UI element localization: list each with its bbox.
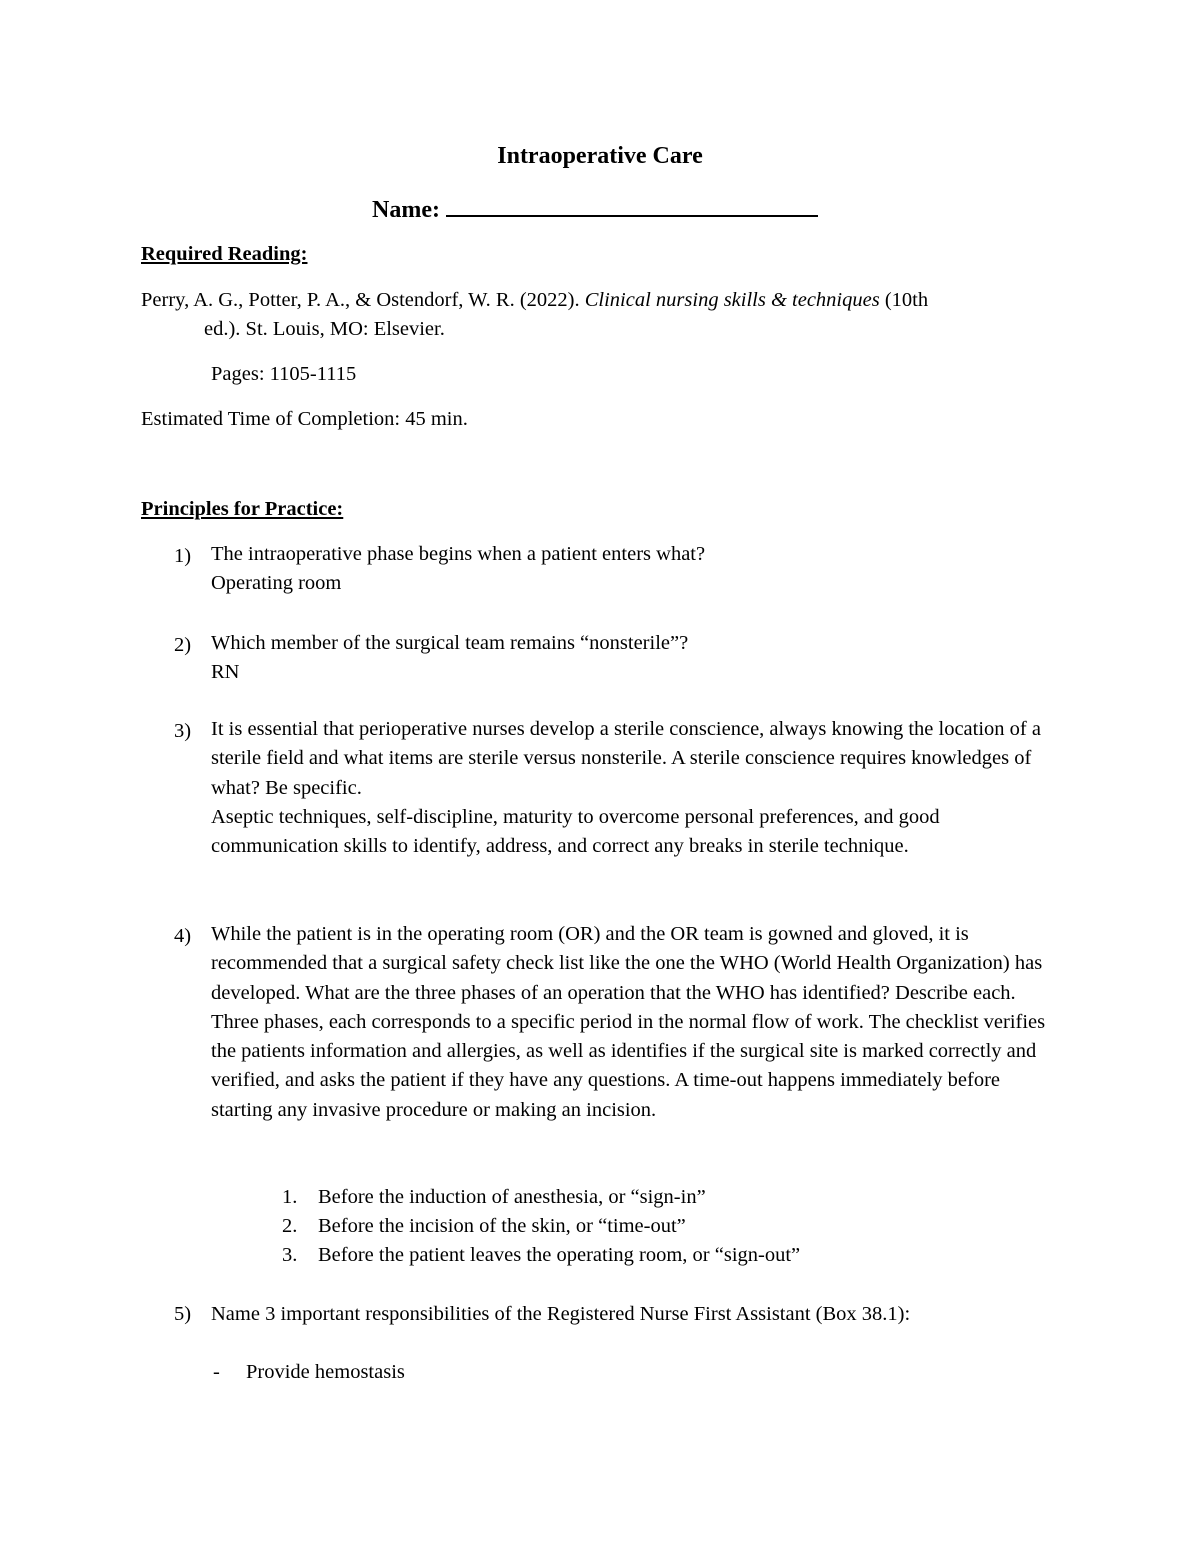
question-number: 3) bbox=[174, 720, 192, 742]
phase-number: 1. bbox=[282, 1186, 298, 1208]
citation-edition: (10th bbox=[879, 289, 929, 311]
bullet-marker: - bbox=[213, 1361, 220, 1383]
citation-line-1 bbox=[141, 289, 928, 312]
question-text: It is essential that perioperative nurses develop a sterile conscience, always knowing the location of a sterile field and what items are sterile versus nonsterile. A sterile conscience requires knowledges of what? Be specific. bbox=[211, 718, 1041, 799]
name-label: Name: bbox=[372, 197, 440, 223]
question-number: 2) bbox=[174, 634, 192, 656]
question-4 bbox=[211, 920, 1063, 1125]
question-number: 4) bbox=[174, 925, 192, 947]
answer-text: Aseptic techniques, self-discipline, maturity to overcome personal preferences, and good communication skills to identify, address, and correct any breaks in sterile technique. bbox=[211, 805, 940, 858]
name-blank-line[interactable] bbox=[446, 193, 818, 217]
phase-text: Before the induction of anesthesia, or “sign-in” bbox=[318, 1186, 706, 1208]
citation-book-title: Clinical nursing skills & techniques bbox=[584, 289, 880, 311]
name-field-row bbox=[372, 193, 818, 224]
phase-text: Before the incision of the skin, or “time-out” bbox=[318, 1215, 686, 1237]
question-text: Which member of the surgical team remains “nonsterile”? bbox=[211, 632, 689, 654]
question-text: While the patient is in the operating room (OR) and the OR team is gowned and gloved, it is recommended that a surgical safety check list like the one the WHO (World Health Organization) has developed. What are the three phases of an operation that the WHO has identified? Describe each. bbox=[211, 923, 1043, 1004]
pages-text: Pages: 1105-1115 bbox=[211, 363, 357, 385]
question-3 bbox=[211, 715, 1061, 861]
question-text: The intraoperative phase begins when a patient enters what? bbox=[211, 543, 706, 565]
question-2 bbox=[211, 629, 1091, 688]
citation-line-2: ed.). St. Louis, MO: Elsevier. bbox=[204, 318, 445, 340]
phase-number: 2. bbox=[282, 1215, 298, 1237]
question-1 bbox=[211, 540, 1091, 599]
required-reading-heading: Required Reading: bbox=[141, 243, 308, 265]
question-5-text: Name 3 important responsibilities of the Registered Nurse First Assistant (Box 38.1): bbox=[211, 1303, 911, 1325]
time-text: Estimated Time of Completion: 45 min. bbox=[141, 408, 468, 430]
bullet-text: Provide hemostasis bbox=[246, 1361, 405, 1383]
phase-number: 3. bbox=[282, 1244, 298, 1266]
question-number: 1) bbox=[174, 545, 192, 567]
page-title: Intraoperative Care bbox=[497, 143, 703, 169]
answer-text: Three phases, each corresponds to a specific period in the normal flow of work. The checklist verifies the patients information and allergies, as well as identifies if the surgical site is marked correctly and verified, and asks the patient if they have any questions. A time-out happens immediately before starting any invasive procedure or making an incision. bbox=[211, 1010, 1046, 1121]
citation-authors: Perry, A. G., Potter, P. A., & Ostendorf, W. R. (2022). bbox=[141, 289, 585, 311]
answer-text: Operating room bbox=[211, 572, 342, 595]
answer-text: RN bbox=[211, 661, 240, 684]
phase-text: Before the patient leaves the operating room, or “sign-out” bbox=[318, 1244, 801, 1266]
question-number: 5) bbox=[174, 1303, 192, 1325]
principles-heading: Principles for Practice: bbox=[141, 498, 344, 520]
